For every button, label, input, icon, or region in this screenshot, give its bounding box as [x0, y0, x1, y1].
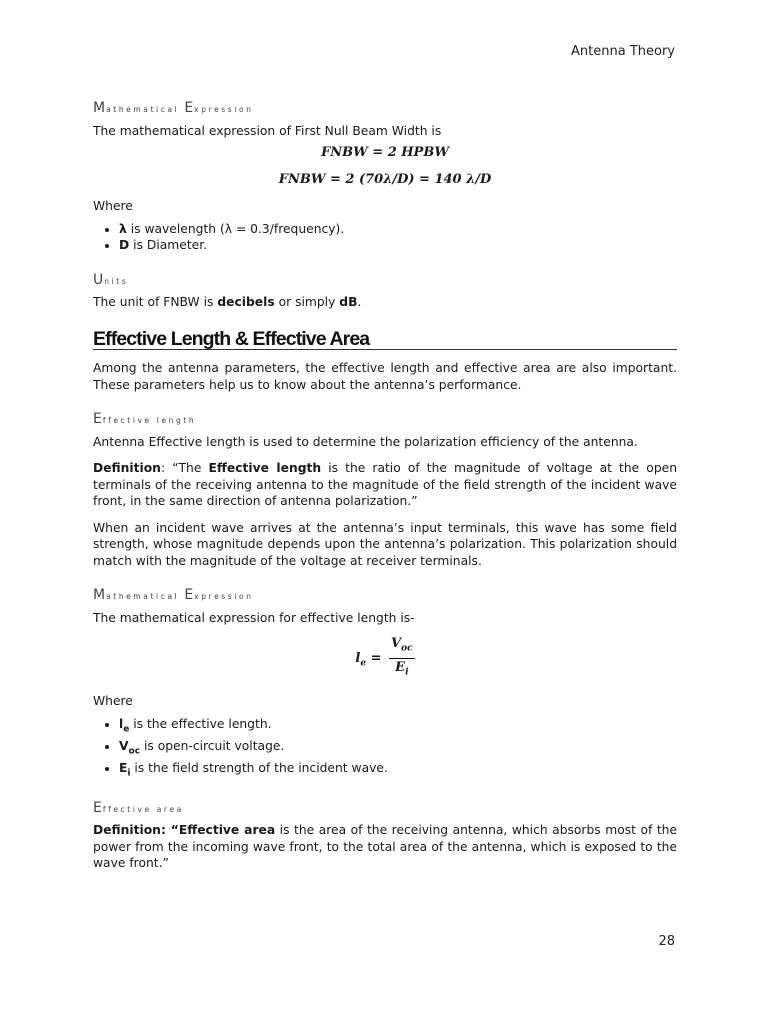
- variable-symbol: E: [119, 760, 128, 775]
- equation-lhs-subscript: e: [360, 658, 367, 669]
- subhead-text: xpression: [194, 592, 254, 601]
- variable-symbol: D: [119, 238, 130, 252]
- subhead-text: nits: [104, 276, 129, 286]
- equation-lhs: l: [355, 651, 361, 667]
- list-item: [119, 716, 677, 738]
- list-item: [119, 221, 677, 238]
- text-run: is the area of the receiving antenna, which absorbs most of the power from the incoming wave front, to the total area of the antenna, which is exposed to the wave front.”: [93, 823, 677, 871]
- subhead-text: xpression: [194, 105, 254, 114]
- subhead-text: ffective area: [102, 804, 184, 814]
- variable-description: is open-circuit voltage.: [140, 738, 285, 753]
- numerator-subscript: oc: [401, 643, 413, 654]
- fnbw-variable-list: [93, 221, 677, 254]
- subhead-text: athematical: [106, 592, 180, 601]
- where-label: Where: [93, 199, 133, 213]
- variable-symbol: λ: [119, 221, 127, 236]
- subhead-text: athematical: [106, 105, 180, 114]
- subhead-initial: M: [93, 100, 107, 116]
- variable-description: is the field strength of the incident wave.: [130, 760, 388, 775]
- equation-fnbw-1: FNBW = 2 HPBW: [321, 145, 449, 160]
- effective-length-description: Antenna Effective length is used to determine the polarization efficiency of the antenna.: [93, 434, 638, 449]
- equation-effective-length: [93, 636, 677, 681]
- variable-symbol: l: [119, 716, 124, 731]
- text-bold: Effective length: [208, 461, 322, 475]
- definition-label: Definition: [93, 461, 161, 475]
- text-run: or simply: [274, 295, 340, 309]
- subhead-initial: E: [93, 411, 103, 427]
- subheading-units: [93, 272, 677, 291]
- effective-length-definition: [93, 460, 677, 510]
- variable-description: is the effective length.: [129, 716, 272, 731]
- fraction-numerator: [389, 636, 415, 659]
- definition-label: Definition: [93, 823, 161, 838]
- subhead-initial: E: [184, 100, 195, 116]
- subheading-effective-area: [93, 800, 677, 819]
- list-item: [119, 738, 677, 760]
- variable-symbol: V: [119, 738, 129, 753]
- equals-sign: =: [366, 651, 382, 667]
- where-label: Where: [93, 694, 133, 709]
- subheading-mathematical-expression: [93, 100, 677, 119]
- effective-area-definition: [93, 822, 677, 872]
- running-header: Antenna Theory: [571, 44, 675, 59]
- section-intro: Among the antenna parameters, the effective length and effective area are also important. These parameters help us to know about the antenna’s performance.: [93, 361, 677, 392]
- page-number: 28: [658, 934, 675, 949]
- text-bold: dB: [339, 295, 358, 309]
- effective-length-paragraph: When an incident wave arrives at the antenna’s input terminals, this wave has some field strength, whose magnitude depends upon the antenna’s polarization. This polarization should match with the magnitude of the voltage at receiver terminals.: [93, 520, 677, 568]
- variable-subscript: i: [127, 768, 131, 779]
- numerator-symbol: V: [391, 636, 402, 651]
- text-run: .: [357, 295, 362, 309]
- denominator-subscript: i: [405, 667, 409, 678]
- subheading-effective-length: [93, 411, 677, 430]
- subhead-initial: E: [184, 587, 195, 603]
- text-bold: : “: [160, 823, 179, 838]
- page-content: [93, 100, 677, 878]
- text-run: : “The: [160, 461, 209, 475]
- subhead-initial: E: [93, 799, 103, 816]
- effective-length-math-intro: The mathematical expression for effective length is-: [93, 610, 415, 625]
- variable-subscript: oc: [128, 746, 141, 757]
- denominator-symbol: E: [395, 660, 406, 676]
- variable-description: is Diameter.: [129, 238, 208, 252]
- variable-description: is wavelength (λ = 0.3/frequency).: [126, 221, 345, 236]
- text-bold: decibels: [217, 295, 275, 309]
- subhead-text: ffective length: [102, 416, 197, 425]
- effective-length-variable-list: [93, 716, 677, 782]
- text-bold: Effective area: [178, 823, 276, 838]
- text-run: The unit of FNBW is: [93, 295, 218, 309]
- subhead-initial: M: [93, 587, 107, 603]
- fraction-denominator: [389, 659, 415, 681]
- list-item: [119, 760, 677, 782]
- list-item: [119, 237, 677, 254]
- equation-fnbw-2: FNBW = 2 (70λ/D) = 140 λ/D: [278, 171, 492, 187]
- text-run: is the ratio of the magnitude of voltage at the open terminals of the receiving antenna to the magnitude of the field strength of the incident wave front, in the same direction of antenna polarization.”: [93, 461, 677, 508]
- subheading-mathematical-expression: [93, 587, 677, 606]
- units-paragraph: [93, 294, 677, 311]
- fraction: [389, 636, 415, 681]
- section-title: Effective Length & Effective Area: [93, 331, 677, 351]
- variable-subscript: e: [123, 724, 130, 735]
- subhead-initial: U: [93, 271, 105, 288]
- fnbw-intro: The mathematical expression of First Null Beam Width is: [93, 123, 442, 138]
